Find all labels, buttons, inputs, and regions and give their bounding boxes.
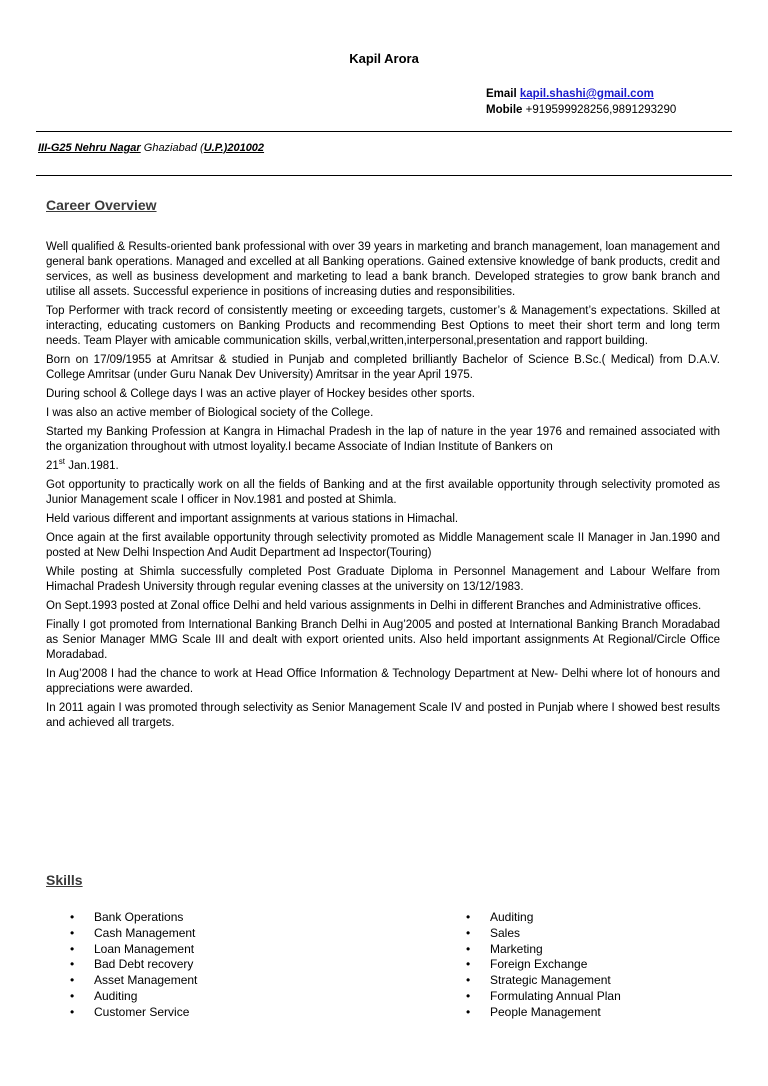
address-street: III-G25 Nehru Nagar (38, 142, 141, 154)
divider-top (36, 131, 732, 132)
overview-paragraph: Got opportunity to practically work on all the fields of Banking and at the first available opportunity through selectivity promoted as Junior Management scale I officer in Nov.1981 and posted at Shimla. (46, 479, 720, 506)
skills-list-right (466, 910, 621, 1021)
overview-paragraph-date (46, 459, 720, 474)
overview-paragraph: Once again at the first available opportunity through selectivity promoted as Middle Management scale II Manager in Jan.1990 and posted at New Delhi Inspection And Audit Department ad Inspector(Touring) (46, 532, 720, 559)
skill-label: People Management (490, 1004, 601, 1019)
skill-item (70, 989, 197, 1005)
contact-block (486, 86, 676, 118)
bullet-icon: • (70, 1004, 75, 1019)
mobile-label: Mobile (486, 104, 523, 116)
skill-label: Foreign Exchange (490, 957, 588, 972)
bullet-icon: • (466, 1004, 471, 1019)
mobile-row (486, 102, 676, 118)
skill-item (466, 910, 621, 926)
skill-label: Marketing (490, 941, 543, 956)
skill-item (466, 1005, 621, 1021)
bullet-icon: • (70, 910, 75, 924)
skill-item (70, 910, 197, 926)
divider-address (36, 175, 732, 176)
overview-paragraph: In Aug’2008 I had the chance to work at Head Office Information & Technology Department at New- Delhi where lot of honours and appreciations were awarded. (46, 668, 720, 695)
skill-label: Sales (490, 925, 521, 940)
associate-day: 21 (46, 460, 59, 472)
skill-item (466, 989, 621, 1005)
bullet-icon: • (70, 941, 75, 956)
skill-label: Formulating Annual Plan (490, 988, 621, 1003)
skill-label: Strategic Management (490, 973, 611, 988)
bullet-icon: • (466, 988, 471, 1003)
overview-paragraph: Started my Banking Profession at Kangra in Himachal Pradesh in the lap of nature in the year 1976 and remained associated with the organization throughout with utmost loyality.I became Associate of Indian Institute of Bankers on (46, 426, 720, 453)
career-overview-body (46, 240, 720, 735)
skill-label: Auditing (490, 910, 534, 924)
bullet-icon: • (70, 957, 75, 972)
email-label: Email (486, 88, 517, 100)
skill-label: Asset Management (94, 973, 198, 988)
overview-paragraph: On Sept.1993 posted at Zonal office Delhi and held various assignments in Delhi in different Branches and Administrative offices. (46, 600, 702, 612)
skills-list-left (70, 910, 197, 1021)
bullet-icon: • (466, 910, 471, 924)
skill-item (466, 926, 621, 942)
bullet-icon: • (70, 988, 75, 1003)
email-row (486, 86, 676, 102)
candidate-name: Kapil Arora (349, 51, 419, 66)
skill-label: Loan Management (94, 941, 195, 956)
bullet-icon: • (70, 973, 75, 988)
skill-label: Auditing (94, 988, 138, 1003)
address-line (38, 142, 264, 154)
bullet-icon: • (466, 973, 471, 988)
address-state: U.P.)201002 (203, 142, 265, 154)
skill-item (70, 973, 197, 989)
overview-paragraph: Held various different and important assignments at various stations in Himachal. (46, 513, 459, 525)
associate-rest: Jan.1981. (65, 460, 119, 472)
overview-paragraph: I was also an active member of Biological society of the College. (46, 407, 374, 419)
skill-item (70, 926, 197, 942)
overview-paragraph: Top Performer with track record of consistently meeting or exceeding targets, customer’s & Management’s expectations. Skilled at interacting, educating customers on Banking Products and recommending Best Options to meet their short term and long term needs. Team Player with amicable communication skills, verbal,written,interpersonal,presentation and rapport building. (46, 305, 720, 347)
overview-paragraph: Well qualified & Results-oriented bank professional with over 39 years in marketing and branch management, loan management and general bank operations. Managed and excelled at all Banking operations. Gained extensive knowledge of bank products, credit and services, as well as business development and marketing to lead a bank branch. Developed strategies to grow bank branch and utilise all assets. Successful experience in positions of increasing duties and responsibilities. (46, 241, 720, 298)
skill-item (70, 1005, 197, 1021)
overview-paragraph: During school & College days I was an active player of Hockey besides other sports. (46, 388, 475, 400)
skill-label: Bad Debt recovery (94, 957, 194, 972)
bullet-icon: • (466, 925, 471, 940)
skill-item (466, 942, 621, 958)
overview-paragraph: In 2011 again I was promoted through selectivity as Senior Management Scale IV and posted in Punjab where I showed best results and achieved all trargets. (46, 702, 720, 729)
skill-label: Cash Management (94, 925, 196, 940)
mobile-number: +919599928256,9891293290 (525, 104, 677, 116)
career-overview-heading: Career Overview (46, 197, 157, 213)
associate-suffix: st (58, 457, 66, 467)
email-link[interactable]: kapil.shashi@gmail.com (519, 88, 654, 100)
skills-heading: Skills (46, 872, 83, 888)
overview-paragraph: Finally I got promoted from International Banking Branch Delhi in Aug’2005 and posted at International Banking Branch Moradabad as Senior Manager MMG Scale III and dealt with export oriented units. Also held important assignments At Regional/Circle Office Moradabad. (46, 619, 720, 661)
bullet-icon: • (466, 941, 471, 956)
skill-item (70, 957, 197, 973)
bullet-icon: • (70, 925, 75, 940)
bullet-icon: • (466, 957, 471, 972)
skill-item (466, 973, 621, 989)
skill-label: Customer Service (94, 1004, 190, 1019)
skill-item (70, 942, 197, 958)
skill-item (466, 957, 621, 973)
address-city: Ghaziabad ( (143, 142, 204, 154)
overview-paragraph: While posting at Shimla successfully completed Post Graduate Diploma in Personnel Management and Labour Welfare from Himachal Pradesh University through regular evening classes at the university on 13/12/1983. (46, 566, 720, 593)
skill-label: Bank Operations (94, 910, 184, 924)
overview-paragraph: Born on 17/09/1955 at Amritsar & studied in Punjab and completed brilliantly Bachelor of Science B.Sc.( Medical) from D.A.V. College Amritsar (under Guru Nanak Dev University) Amritsar in the year April 1975. (46, 354, 720, 381)
